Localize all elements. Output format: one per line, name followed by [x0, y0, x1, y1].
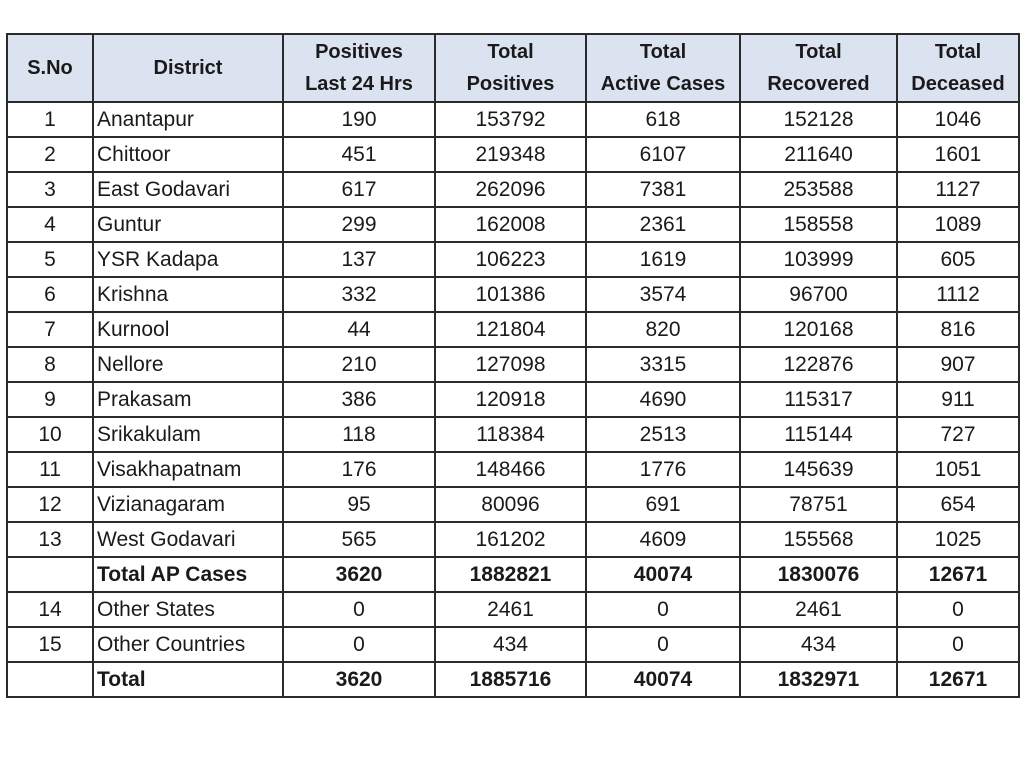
cell-total-positives: 262096 — [435, 172, 586, 207]
cell-positives-24: 386 — [283, 382, 435, 417]
cell-deceased: 12671 — [897, 662, 1019, 697]
cell-total-positives: 2461 — [435, 592, 586, 627]
header-recovered-line1: Total — [795, 41, 842, 63]
table-row — [7, 417, 1019, 452]
cell-sno: 5 — [7, 242, 93, 277]
cell-positives-24: 617 — [283, 172, 435, 207]
table-row — [7, 312, 1019, 347]
cell-active-cases: 691 — [586, 487, 740, 522]
cell-district: Total — [93, 662, 283, 697]
cell-deceased: 0 — [897, 592, 1019, 627]
cell-recovered: 1830076 — [740, 557, 897, 592]
cell-recovered: 211640 — [740, 137, 897, 172]
cell-recovered: 115317 — [740, 382, 897, 417]
cell-recovered: 2461 — [740, 592, 897, 627]
cell-sno: 14 — [7, 592, 93, 627]
cell-total-positives: 162008 — [435, 207, 586, 242]
cell-sno: 12 — [7, 487, 93, 522]
cell-district: Total AP Cases — [93, 557, 283, 592]
cell-district: Anantapur — [93, 102, 283, 137]
cell-district: Guntur — [93, 207, 283, 242]
cell-active-cases: 0 — [586, 627, 740, 662]
table-row — [7, 627, 1019, 662]
cell-active-cases: 820 — [586, 312, 740, 347]
cell-positives-24: 332 — [283, 277, 435, 312]
cell-positives-24: 3620 — [283, 557, 435, 592]
cell-deceased: 816 — [897, 312, 1019, 347]
header-sno — [7, 34, 93, 102]
cell-active-cases: 618 — [586, 102, 740, 137]
cell-recovered: 152128 — [740, 102, 897, 137]
table-total-row — [7, 557, 1019, 592]
cell-deceased: 1112 — [897, 277, 1019, 312]
cell-deceased: 1025 — [897, 522, 1019, 557]
cell-deceased: 1046 — [897, 102, 1019, 137]
cell-total-positives: 80096 — [435, 487, 586, 522]
cell-district: Krishna — [93, 277, 283, 312]
cell-sno — [7, 662, 93, 697]
cell-deceased: 12671 — [897, 557, 1019, 592]
cell-active-cases: 6107 — [586, 137, 740, 172]
cell-deceased: 1051 — [897, 452, 1019, 487]
cell-total-positives: 153792 — [435, 102, 586, 137]
cell-active-cases: 1776 — [586, 452, 740, 487]
cell-positives-24: 118 — [283, 417, 435, 452]
cell-district: Srikakulam — [93, 417, 283, 452]
cell-total-positives: 219348 — [435, 137, 586, 172]
cell-recovered: 1832971 — [740, 662, 897, 697]
cell-positives-24: 137 — [283, 242, 435, 277]
cell-total-positives: 101386 — [435, 277, 586, 312]
header-sno-label: S.No — [27, 57, 73, 79]
cell-sno: 11 — [7, 452, 93, 487]
cell-recovered: 158558 — [740, 207, 897, 242]
cell-positives-24: 190 — [283, 102, 435, 137]
header-active — [586, 34, 740, 102]
cell-positives-24: 565 — [283, 522, 435, 557]
table-row — [7, 487, 1019, 522]
cell-deceased: 727 — [897, 417, 1019, 452]
cell-sno: 8 — [7, 347, 93, 382]
cell-sno — [7, 557, 93, 592]
cell-deceased: 1127 — [897, 172, 1019, 207]
cell-recovered: 434 — [740, 627, 897, 662]
header-active-line2: Active Cases — [600, 73, 726, 95]
cell-deceased: 1089 — [897, 207, 1019, 242]
table-body — [7, 102, 1019, 697]
cell-district: Nellore — [93, 347, 283, 382]
header-active-line1: Total — [639, 41, 687, 63]
cell-total-positives: 1885716 — [435, 662, 586, 697]
header-recovered — [740, 34, 897, 102]
cell-sno: 6 — [7, 277, 93, 312]
table-row — [7, 592, 1019, 627]
cell-recovered: 155568 — [740, 522, 897, 557]
table-row — [7, 207, 1019, 242]
cell-total-positives: 106223 — [435, 242, 586, 277]
cell-total-positives: 120918 — [435, 382, 586, 417]
cell-positives-24: 210 — [283, 347, 435, 382]
cell-district: Chittoor — [93, 137, 283, 172]
cell-recovered: 115144 — [740, 417, 897, 452]
cell-total-positives: 148466 — [435, 452, 586, 487]
cell-sno: 1 — [7, 102, 93, 137]
cell-total-positives: 1882821 — [435, 557, 586, 592]
cell-positives-24: 451 — [283, 137, 435, 172]
cell-active-cases: 7381 — [586, 172, 740, 207]
cell-total-positives: 434 — [435, 627, 586, 662]
cell-total-positives: 121804 — [435, 312, 586, 347]
cell-active-cases: 2361 — [586, 207, 740, 242]
cell-district: Kurnool — [93, 312, 283, 347]
cell-positives-24: 95 — [283, 487, 435, 522]
cell-deceased: 654 — [897, 487, 1019, 522]
table-row — [7, 172, 1019, 207]
cell-positives-24: 44 — [283, 312, 435, 347]
cell-total-positives: 161202 — [435, 522, 586, 557]
cell-sno: 3 — [7, 172, 93, 207]
table-total-row — [7, 662, 1019, 697]
cell-district: Vizianagaram — [93, 487, 283, 522]
district-cases-table — [6, 33, 1020, 698]
cell-active-cases: 3315 — [586, 347, 740, 382]
cell-sno: 7 — [7, 312, 93, 347]
header-deceased-line2: Deceased — [911, 73, 1005, 95]
cell-district: Other States — [93, 592, 283, 627]
header-deceased — [897, 34, 1019, 102]
table-row — [7, 137, 1019, 172]
cell-deceased: 911 — [897, 382, 1019, 417]
cell-active-cases: 40074 — [586, 662, 740, 697]
cell-district: West Godavari — [93, 522, 283, 557]
cell-active-cases: 2513 — [586, 417, 740, 452]
cell-sno: 9 — [7, 382, 93, 417]
cell-district: East Godavari — [93, 172, 283, 207]
cell-district: YSR Kadapa — [93, 242, 283, 277]
cell-recovered: 253588 — [740, 172, 897, 207]
cell-active-cases: 3574 — [586, 277, 740, 312]
header-row — [7, 34, 1019, 102]
cell-positives-24: 0 — [283, 627, 435, 662]
header-total-positives-line1: Total — [487, 41, 534, 63]
header-recovered-line2: Recovered — [767, 73, 870, 95]
cell-district: Visakhapatnam — [93, 452, 283, 487]
table-row — [7, 277, 1019, 312]
table-row — [7, 522, 1019, 557]
header-deceased-line1: Total — [934, 41, 982, 63]
cell-recovered: 78751 — [740, 487, 897, 522]
cell-deceased: 1601 — [897, 137, 1019, 172]
cell-active-cases: 4690 — [586, 382, 740, 417]
cell-sno: 4 — [7, 207, 93, 242]
cell-district: Other Countries — [93, 627, 283, 662]
cell-positives-24: 0 — [283, 592, 435, 627]
table-row — [7, 242, 1019, 277]
header-district-label: District — [153, 57, 223, 79]
table-row — [7, 102, 1019, 137]
cell-deceased: 907 — [897, 347, 1019, 382]
cell-deceased: 605 — [897, 242, 1019, 277]
header-positives-24 — [283, 34, 435, 102]
cell-deceased: 0 — [897, 627, 1019, 662]
table-row — [7, 382, 1019, 417]
cell-recovered: 122876 — [740, 347, 897, 382]
table-row — [7, 452, 1019, 487]
header-total-positives — [435, 34, 586, 102]
cell-sno: 13 — [7, 522, 93, 557]
cell-recovered: 103999 — [740, 242, 897, 277]
cell-active-cases: 40074 — [586, 557, 740, 592]
cell-active-cases: 1619 — [586, 242, 740, 277]
cell-total-positives: 118384 — [435, 417, 586, 452]
cell-total-positives: 127098 — [435, 347, 586, 382]
table-header — [7, 34, 1019, 102]
table-row — [7, 347, 1019, 382]
cell-positives-24: 3620 — [283, 662, 435, 697]
cell-district: Prakasam — [93, 382, 283, 417]
cell-recovered: 145639 — [740, 452, 897, 487]
cell-active-cases: 4609 — [586, 522, 740, 557]
cell-active-cases: 0 — [586, 592, 740, 627]
cell-positives-24: 299 — [283, 207, 435, 242]
cell-sno: 15 — [7, 627, 93, 662]
header-district — [93, 34, 283, 102]
header-total-positives-line2: Positives — [466, 73, 555, 95]
header-positives-24-line1: Positives — [315, 41, 403, 63]
cell-sno: 10 — [7, 417, 93, 452]
table-container — [6, 33, 1018, 698]
cell-sno: 2 — [7, 137, 93, 172]
cell-recovered: 96700 — [740, 277, 897, 312]
cell-recovered: 120168 — [740, 312, 897, 347]
cell-positives-24: 176 — [283, 452, 435, 487]
header-positives-24-line2: Last 24 Hrs — [305, 73, 413, 95]
